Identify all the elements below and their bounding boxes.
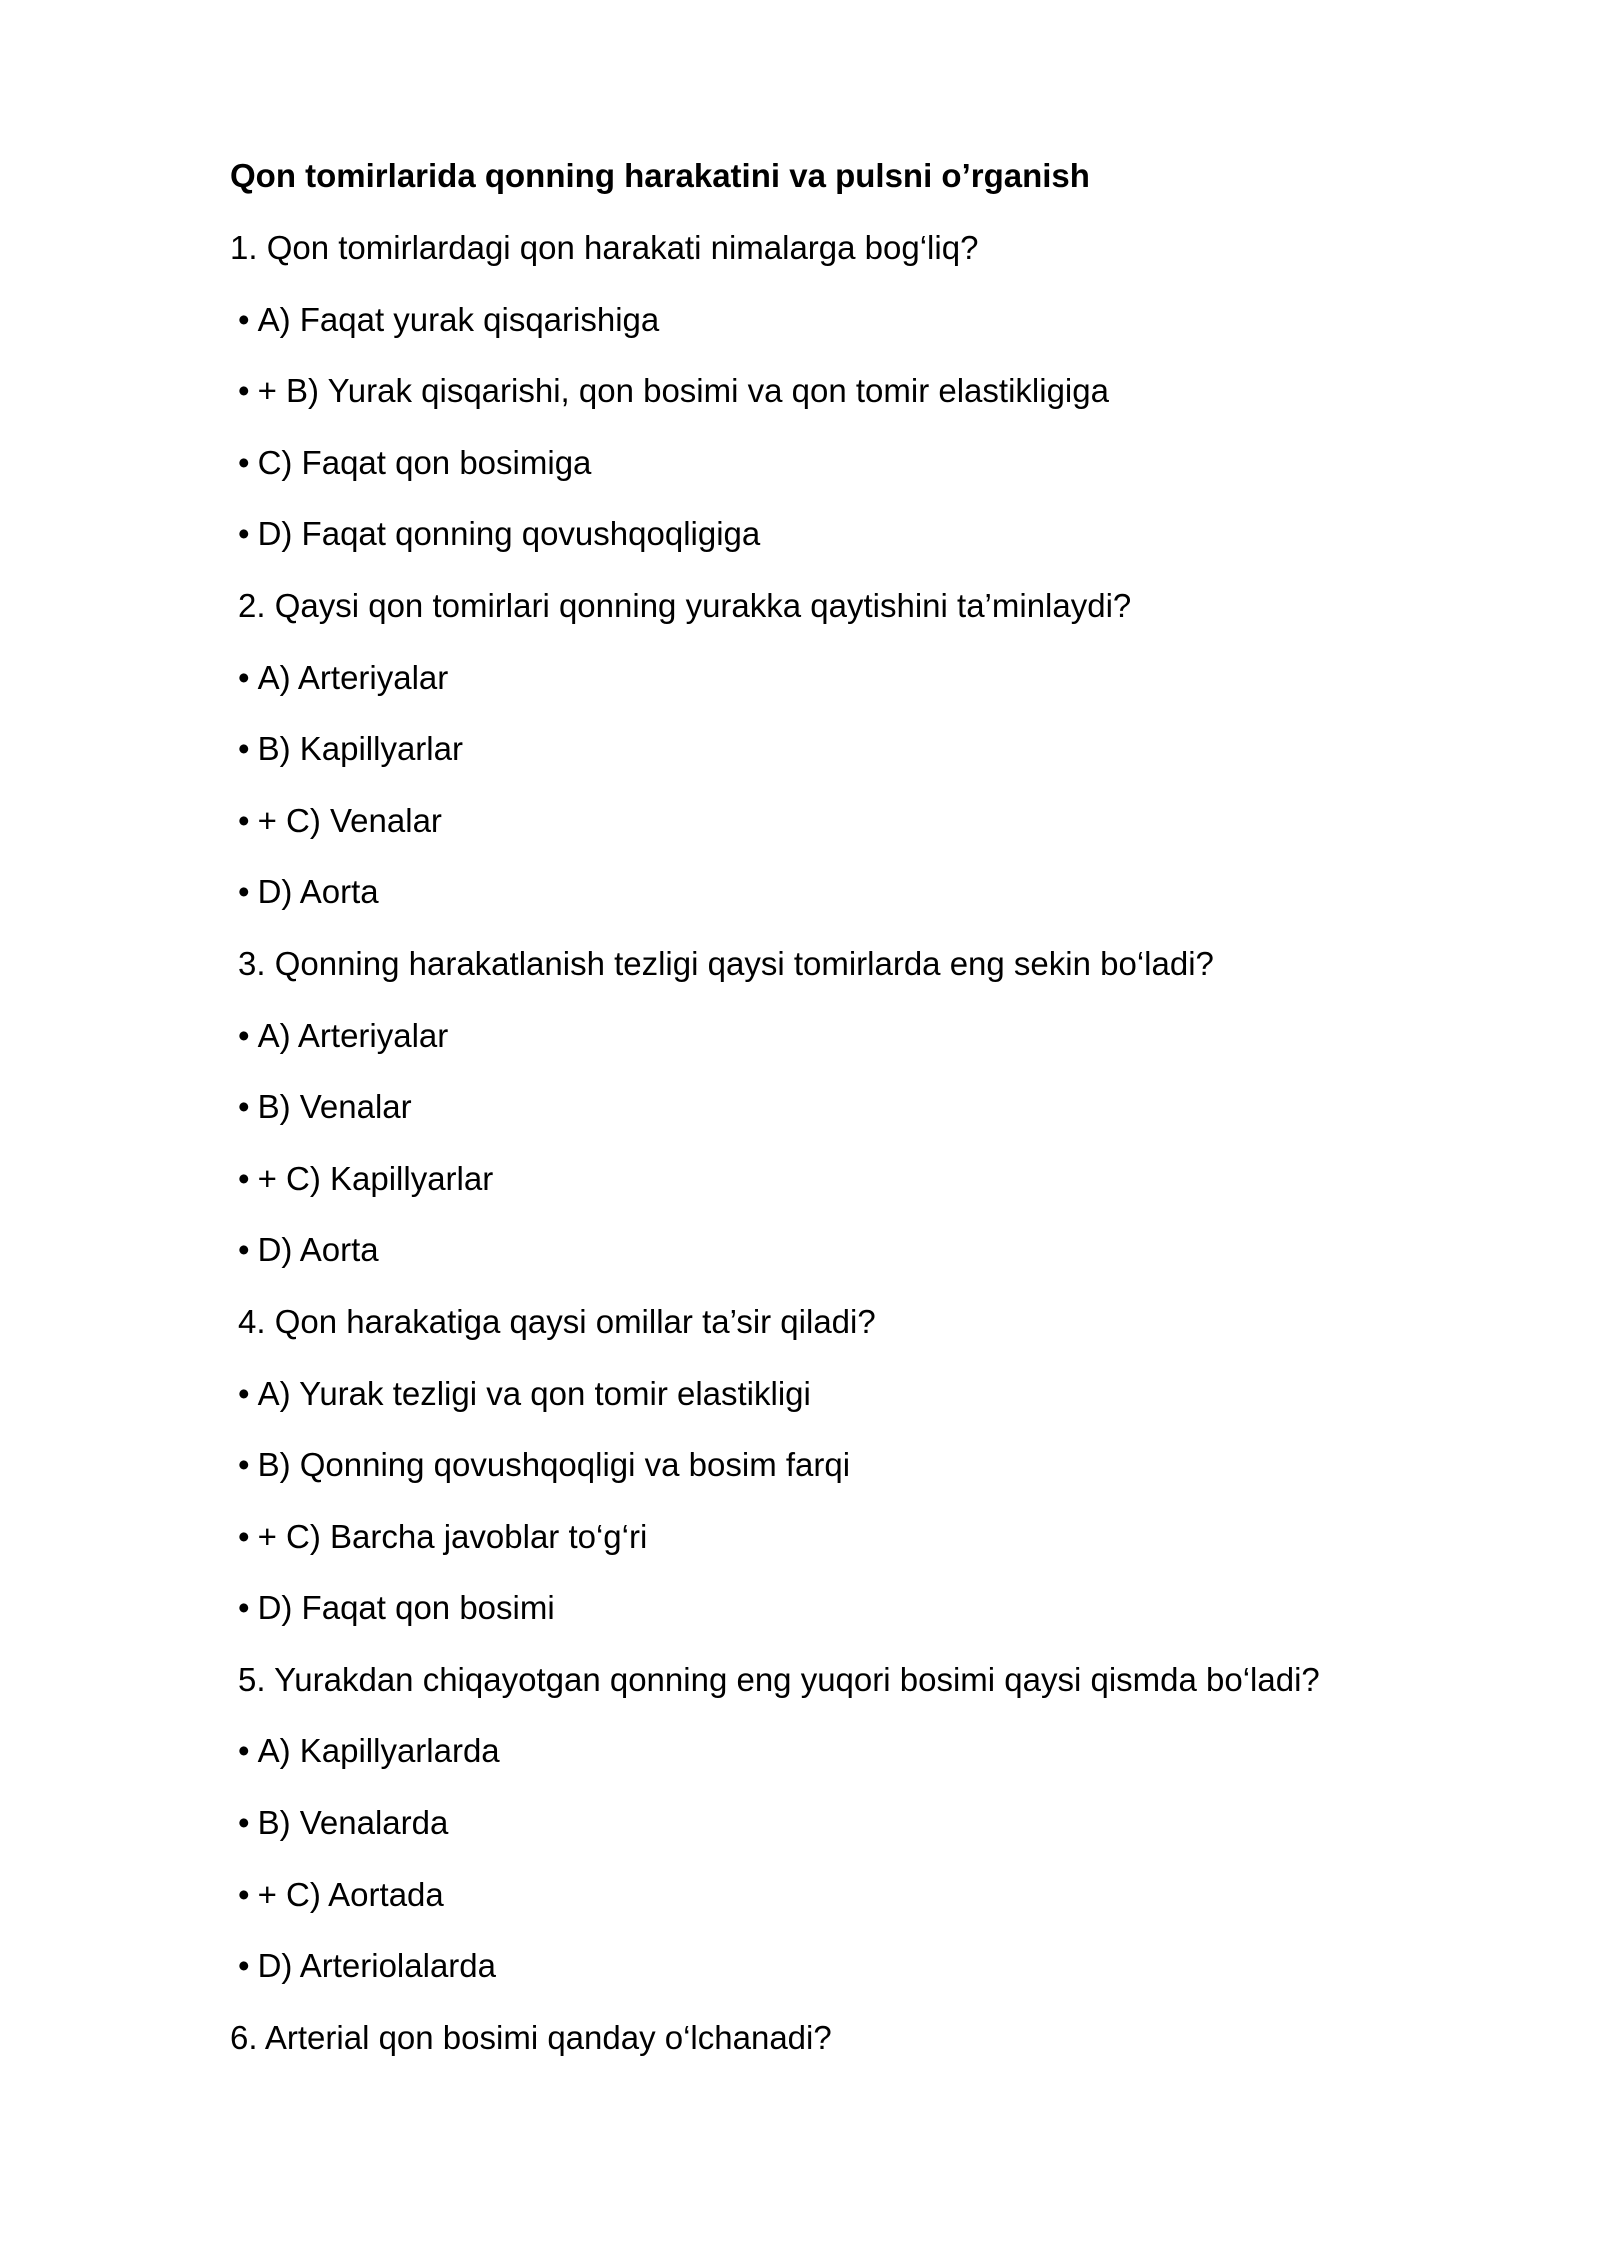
bullet-icon: • bbox=[238, 1804, 250, 1842]
option-text: B) Kapillyarlar bbox=[257, 730, 463, 768]
option-text: A) Faqat yurak qisqarishiga bbox=[257, 300, 660, 338]
bullet-icon: • bbox=[238, 372, 250, 410]
option-text: C) Faqat qon bosimiga bbox=[257, 443, 592, 481]
option-text: D) Faqat qon bosimi bbox=[257, 1589, 555, 1627]
option-text: A) Kapillyarlarda bbox=[257, 1732, 500, 1770]
question-4-option-b bbox=[230, 1439, 1410, 1491]
question-6: 6. Arterial qon bosimi qanday o‘lchanadi? bbox=[230, 2018, 832, 2056]
question-1: 1. Qon tomirlardagi qon harakati nimalarga bog‘liq? bbox=[230, 229, 979, 266]
question-3-option-d bbox=[230, 1224, 1410, 1276]
document-body bbox=[230, 150, 1410, 2083]
question-1-option-b bbox=[230, 365, 1410, 417]
question-2-option-b bbox=[230, 723, 1410, 775]
option-text: B) Venalar bbox=[257, 1088, 412, 1126]
bullet-icon: • bbox=[238, 1016, 250, 1054]
option-text: D) Aorta bbox=[257, 1231, 379, 1269]
question-2: 2. Qaysi qon tomirlari qonning yurakka qaytishini ta’minlaydi? bbox=[238, 586, 1132, 624]
bullet-icon: • bbox=[238, 730, 250, 768]
bullet-icon: • bbox=[238, 443, 250, 481]
question-4-option-d bbox=[230, 1582, 1410, 1634]
option-text: D) Faqat qonning qovushqoqligiga bbox=[257, 515, 761, 553]
option-text: + C) Barcha javoblar to‘g‘ri bbox=[257, 1517, 648, 1555]
question-5-option-b bbox=[230, 1797, 1410, 1849]
bullet-icon: • bbox=[238, 515, 250, 553]
question-3-option-a bbox=[230, 1010, 1410, 1062]
question-3-option-c bbox=[230, 1153, 1410, 1205]
question-2-option-c bbox=[230, 795, 1410, 847]
question-3: 3. Qonning harakatlanish tezligi qaysi tomirlarda eng sekin bo‘ladi? bbox=[238, 944, 1214, 982]
bullet-icon: • bbox=[238, 873, 250, 911]
question-1-option-c bbox=[230, 437, 1410, 489]
bullet-icon: • bbox=[238, 658, 250, 696]
option-text: A) Arteriyalar bbox=[257, 658, 449, 696]
question-2-option-a bbox=[230, 652, 1410, 704]
question-1-option-a bbox=[230, 294, 1410, 346]
document-title: Qon tomirlarida qonning harakatini va pulsni o’rganish bbox=[230, 157, 1090, 194]
option-text: + B) Yurak qisqarishi, qon bosimi va qon tomir elastikligiga bbox=[257, 372, 1109, 410]
bullet-icon: • bbox=[238, 1159, 250, 1197]
question-3-option-b bbox=[230, 1081, 1410, 1133]
option-text: B) Qonning qovushqoqligi va bosim farqi bbox=[257, 1446, 851, 1484]
question-4-option-c bbox=[230, 1511, 1410, 1563]
bullet-icon: • bbox=[238, 1947, 250, 1985]
option-text: A) Yurak tezligi va qon tomir elastikligi bbox=[257, 1374, 811, 1412]
question-5-option-d bbox=[230, 1940, 1410, 1992]
bullet-icon: • bbox=[238, 300, 250, 338]
option-text: A) Arteriyalar bbox=[257, 1016, 449, 1054]
question-4-option-a bbox=[230, 1368, 1410, 1420]
bullet-icon: • bbox=[238, 1446, 250, 1484]
bullet-icon: • bbox=[238, 801, 250, 839]
bullet-icon: • bbox=[238, 1732, 250, 1770]
question-4: 4. Qon harakatiga qaysi omillar ta’sir qiladi? bbox=[238, 1302, 876, 1340]
bullet-icon: • bbox=[238, 1589, 250, 1627]
option-text: D) Arteriolalarda bbox=[257, 1947, 496, 1985]
option-text: + C) Venalar bbox=[257, 801, 442, 839]
bullet-icon: • bbox=[238, 1374, 250, 1412]
option-text: + C) Kapillyarlar bbox=[257, 1159, 494, 1197]
bullet-icon: • bbox=[238, 1517, 250, 1555]
bullet-icon: • bbox=[238, 1231, 250, 1269]
question-5: 5. Yurakdan chiqayotgan qonning eng yuqori bosimi qaysi qismda bo‘ladi? bbox=[238, 1660, 1320, 1698]
bullet-icon: • bbox=[238, 1875, 250, 1913]
question-5-option-c bbox=[230, 1869, 1410, 1921]
option-text: D) Aorta bbox=[257, 873, 379, 911]
question-1-option-d bbox=[230, 508, 1410, 560]
bullet-icon: • bbox=[238, 1088, 250, 1126]
question-2-option-d bbox=[230, 866, 1410, 918]
option-text: + C) Aortada bbox=[257, 1875, 444, 1913]
question-5-option-a bbox=[230, 1725, 1410, 1777]
option-text: B) Venalarda bbox=[257, 1804, 449, 1842]
